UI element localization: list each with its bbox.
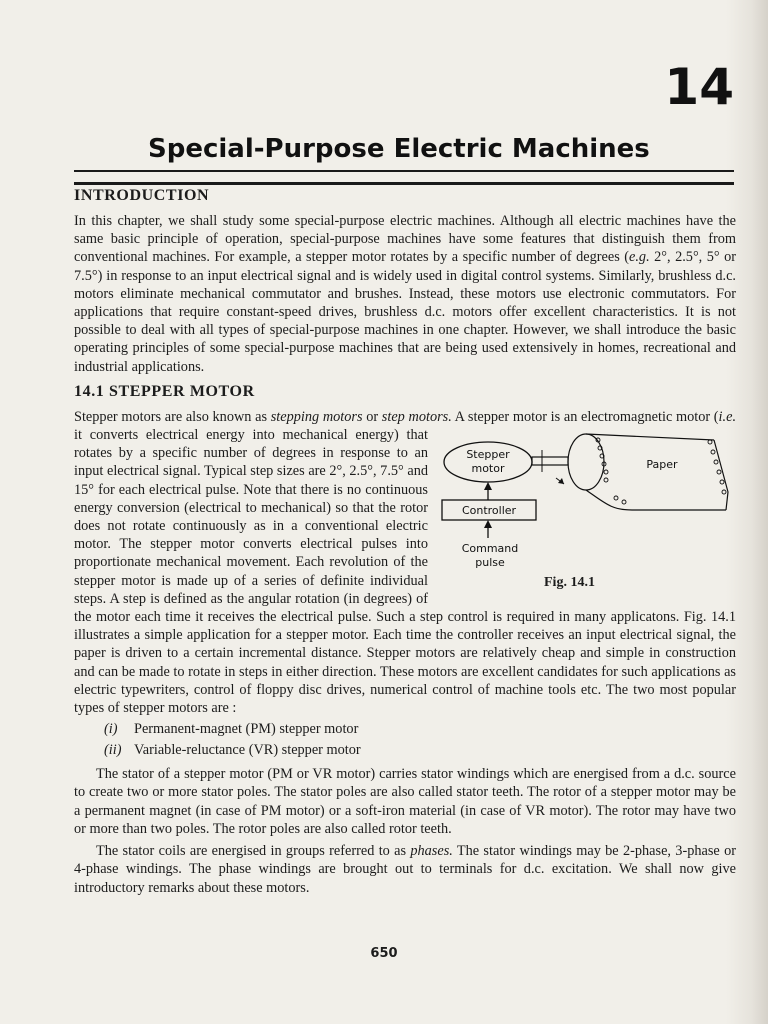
motor-label-1: Stepper (466, 448, 510, 462)
intro-paragraph (74, 212, 736, 376)
p1-text-d: it converts electrical energy into mechanical energy) that rotates by a specific number of degrees in response to an input electrical signal. Typical step sizes are 2°, 2.5°, 7.5° and 15° for each electrical pulse. Note that there is no continuous energy conversion (electrical to mechanical) so that the rotor does not rotate continuously as in a conventional electric motor. The stepper motor converts electrical pulses into proportionate mechanical movement. Each revolution of the stepper motor is made up of a series of definite individual steps. A step is defined as the angular rotation (in degrees) of the motor each time it receives the electrical pulse. Such a step control is required in many applicatons. Fig. 14.1 illustrates a simple application for a stepper motor. Each time the controller receives an input electrical signal, the paper is driven to a certain incremental distance. Stepper motors are relatively cheap and simple in construction and can be made to rotate in steps in either direction. These motors are excellent candidates for such applications as electric typewriters, control of floppy disc drives, numerical control of machine tools etc. The two most popular types of stepper motors are : (74, 427, 736, 717)
motor-label-2: motor (471, 462, 505, 476)
figure-caption: Fig. 14.1 (544, 575, 595, 591)
page-body (74, 186, 736, 897)
paper-bottom-edge (586, 490, 726, 510)
intro-text-1: In this chapter, we shall study some special-purpose electric machines. Although all electric machines have the same basic principle of operation, special-purpose machines have some features that distinguish them from conventional machines. For example, a stepper motor rotates by a specific number of degrees ( (74, 213, 736, 266)
list-item (104, 740, 736, 761)
rotation-arrowhead (558, 478, 564, 484)
list-item-number: (ii) (104, 742, 122, 759)
command-label-1: Command (461, 542, 519, 556)
figure-14-1 (436, 432, 736, 594)
controller-arrowhead (484, 482, 492, 490)
list-item (104, 719, 736, 740)
p1-ie: i.e. (718, 408, 737, 425)
p1-em-stepping: stepping motors (270, 408, 363, 425)
roller-end (568, 434, 604, 490)
stepper-types-list (104, 719, 736, 761)
intro-eg: e.g. (629, 249, 650, 266)
title-rule-thick (74, 182, 734, 185)
stepper-paragraph-1 (74, 408, 736, 717)
controller-label: Controller (461, 504, 517, 518)
command-arrowhead (484, 520, 492, 528)
p3-text-a: The stator coils are energised in groups referred to as (96, 843, 411, 860)
intro-text-2: 2°, 2.5°, 5° or 7.5°) in response to an input electrical signal and is widely used in digital control systems. Similarly, brushless d.c. motors eliminate mechanical commutator and brushes. Instead, these motors use electronic commutators. For applications that require constant-speed drives, brushless d.c. motors offer excellent characteristics. It is not possible to deal with all types of special-purpose machines in one chapter. However, we shall introduce the basic operating principles of some special-purpose machines that are being used extensively in homes, recreational and industrial applications. (74, 249, 736, 375)
p3-text-b: The stator windings may be 2-phase, 3-phase or 4-phase windings. The phase windings are brought out to terminals for d.c. excitation. We shall now give introductory remarks about these motors. (74, 843, 736, 896)
page-number: 650 (370, 946, 398, 961)
sprocket-holes (596, 438, 726, 504)
section-heading: 14.1 STEPPER MOTOR (74, 382, 255, 400)
p1-em-step: step motors. (381, 408, 452, 425)
paper-right-edge (714, 440, 728, 510)
stepper-paragraph-3 (74, 842, 736, 897)
motor-shaft (532, 457, 568, 465)
paper-top-edge (586, 434, 714, 440)
stepper-diagram (436, 432, 736, 572)
p1-text-c: A stepper motor is an electromagnetic motor ( (451, 408, 719, 425)
list-item-number: (i) (104, 721, 118, 738)
list-item-label: Variable-reluctance (VR) stepper motor (134, 742, 361, 759)
command-label-2: pulse (475, 556, 505, 570)
list-item-label: Permanent-magnet (PM) stepper motor (134, 721, 359, 738)
p3-em-phases: phases. (410, 843, 453, 860)
paper-label: Paper (646, 458, 678, 472)
stepper-paragraph-2: The stator of a stepper motor (PM or VR motor) carries stator windings which are energised from a d.c. source to create two or more stator poles. The stator poles are also called stator teeth. The rotor of a stepper motor may be a permanent magnet (in case of PM motor) or a soft-iron material (in case of VR motor). The rotor may have two or more than two poles. The rotor poles are also called rotor teeth. (74, 766, 736, 837)
title-rule-thin (74, 170, 734, 172)
intro-heading: INTRODUCTION (74, 187, 210, 204)
chapter-title: Special-Purpose Electric Machines (148, 134, 650, 164)
p1-text-b: or (362, 408, 382, 425)
p1-text-a: Stepper motors are also known as (74, 408, 271, 425)
chapter-number: 14 (664, 58, 734, 116)
